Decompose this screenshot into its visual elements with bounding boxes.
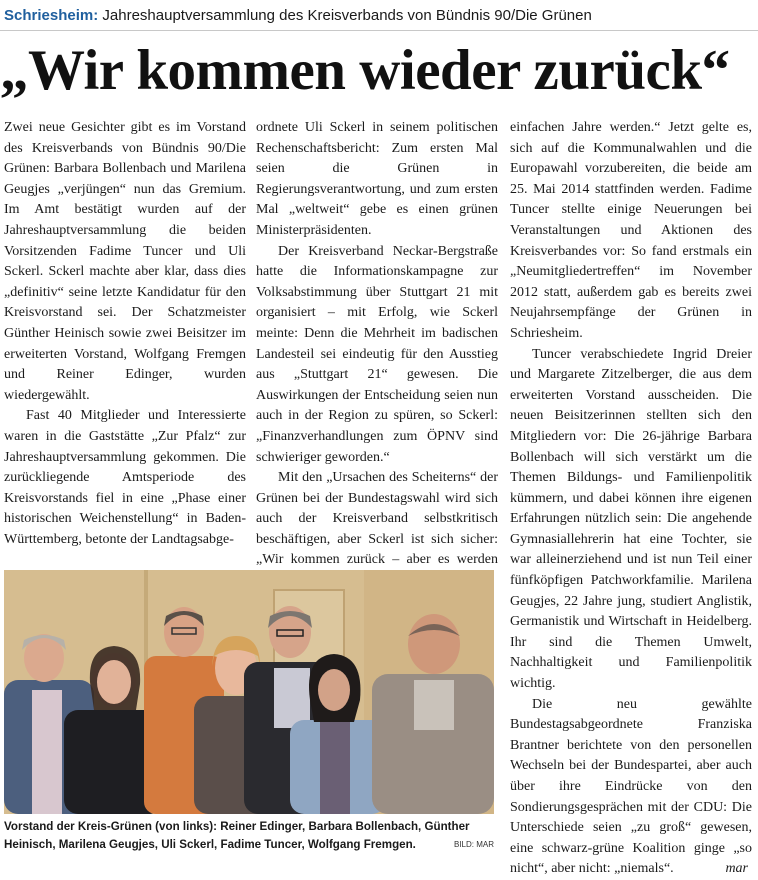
photo-credit: BILD: MAR xyxy=(453,840,494,849)
caption-line: Vorstand der Kreis-Grünen (von links): Reiner Edinger, Barbara Bollenbach, Günther xyxy=(4,820,470,833)
photo-caption xyxy=(4,818,498,854)
paragraph: ordnete Uli Sckerl in seinem politischen Rechenschaftsbericht: Zum ersten Mal seien die Grünen in Regierungsverantwortung, und zum ersten Mal „weltweit“ gebe es einen grünen Ministerpräsidenten. xyxy=(256,120,498,238)
article-headline: „Wir kommen wieder zurück“ xyxy=(0,39,730,102)
caption-line: Heinisch, Marilena Geugjes, Uli Sckerl, Fadime Tuncer, Wolfgang Fremgen. xyxy=(4,838,416,851)
paragraph-text: Die neu gewählte Bundestagsabgeordnete Franziska Brantner berichtete von den personellen Wechseln bei der Bundespartei, aber auch über ihre Eindrücke von den Sondierungsgesprächen mit der CDU: Die Unterschiede seien „zu groß“ gewesen, eine schwarz-grüne Koalition ginge „so nicht“, aber nicht: „niemals“. xyxy=(510,696,752,877)
paragraph: Der Kreisverband Neckar-Bergstraße hatte die Informationskampagne zur Volksabstimmung über Stuttgart 21 mit organisiert – mit Erfolg, wie Sckerl meinte: Denn die Mehrheit im badischen Landesteil sei eindeutig für den Ausstieg aus „Stuttgart 21“ gewesen. Die Auswirkungen der Entscheidung seien nun auch in der Region zu spüren, so Sckerl: „Finanzverhandlungen zum ÖPNV sind schwieriger geworden.“ xyxy=(256,243,498,465)
kicker-location: Schriesheim: xyxy=(4,7,99,24)
paragraph: einfachen Jahre werden.“ Jetzt gelte es, sich auf die Kommunalwahlen und die Europawahl vorzubereiten, die beide am 25. Mai 2014 stattfinden werden. Fadime Tuncer stellte einige Neuerungen bei Veranstaltungen und Aktionen des Kreisverbandes vor: So fand erstmals ein „Neumitgliedertreffen“ im November 2012 statt, außerdem gab es bereits zwei Neujahrsempfänge der Grünen in Schriesheim. xyxy=(510,120,752,341)
paragraph: Zwei neue Gesichter gibt es im Vorstand des Kreisverbands von Bündnis 90/Die Grünen: Barbara Bollenbach und Marilena Geugjes „verjüngen“ nun das Gremium. Im Amt bestätigt wurden auf der Jahreshauptversammlung die beiden Vorsitzenden Fadime Tuncer und Uli Sckerl. Sckerl machte aber klar, dass dies „definitiv“ seine letzte Kandidatur für den Kreisvorstand sei. Der Schatzmeister Günther Heinisch sowie zwei Beisitzer im erweiterten Vorstand, Wolfgang Fremgen und Reiner Edinger, wurden wiedergewählt. xyxy=(4,120,246,403)
text-column-1 xyxy=(4,118,246,550)
author-signature: mar xyxy=(725,861,748,877)
text-column-3 xyxy=(510,118,752,880)
group-photo xyxy=(4,570,494,814)
article-kicker xyxy=(4,6,754,26)
kicker-subtitle: Jahreshauptversammlung des Kreisverbands von Bündnis 90/Die Grünen xyxy=(102,7,592,24)
paragraph xyxy=(510,695,752,880)
paragraph: Fast 40 Mitglieder und Interessierte waren in die Gaststätte „Zur Pfalz“ zur Jahreshauptversammlung gekommen. Die zurückliegende Amtsperiode des Kreisvorstands fiel in eine „Phase einer historischen Weichenstellung“ in Baden-Württemberg, betonte der Landtagsabge- xyxy=(4,408,246,547)
paragraph: Mit den „Ursachen des Scheiterns“ der Grünen bei der Bundestagswahl wird sich auch der Kreisverband selbstkritisch beschäftigen, aber Sckerl ist sich sicher: „Wir kommen zurück – aber es werden xyxy=(256,470,498,568)
header-divider xyxy=(0,30,758,31)
paragraph: Tuncer verabschiedete Ingrid Dreier und Margarete Zitzelberger, die aus dem erweiterten Vorstand ausscheiden. Die neuen Beisitzerinnen stellten sich den Mitgliedern vor: Die 26-jährige Barbara Bollenbach will sich verstärkt um die Themen Bildungs- und Familienpolitik kümmern, und dabei können ihre eigenen Erfahrungen nützlich sein: Die angehende Gymnasiallehrerin hat eine Tochter, sie war alleinerziehend und ist nun Teil einer fünfköpfigen Patchworkfamilie. Marilena Geugjes, 22 Jahre jung, studiert Anglistik, Germanistik und Wirtschaft in Heidelberg. Ihr sind die Themen Umwelt, Nachhaltigkeit und Familienpolitik wichtig. xyxy=(510,346,752,692)
group-photo-illustration xyxy=(4,570,494,814)
text-column-2 xyxy=(256,118,498,592)
